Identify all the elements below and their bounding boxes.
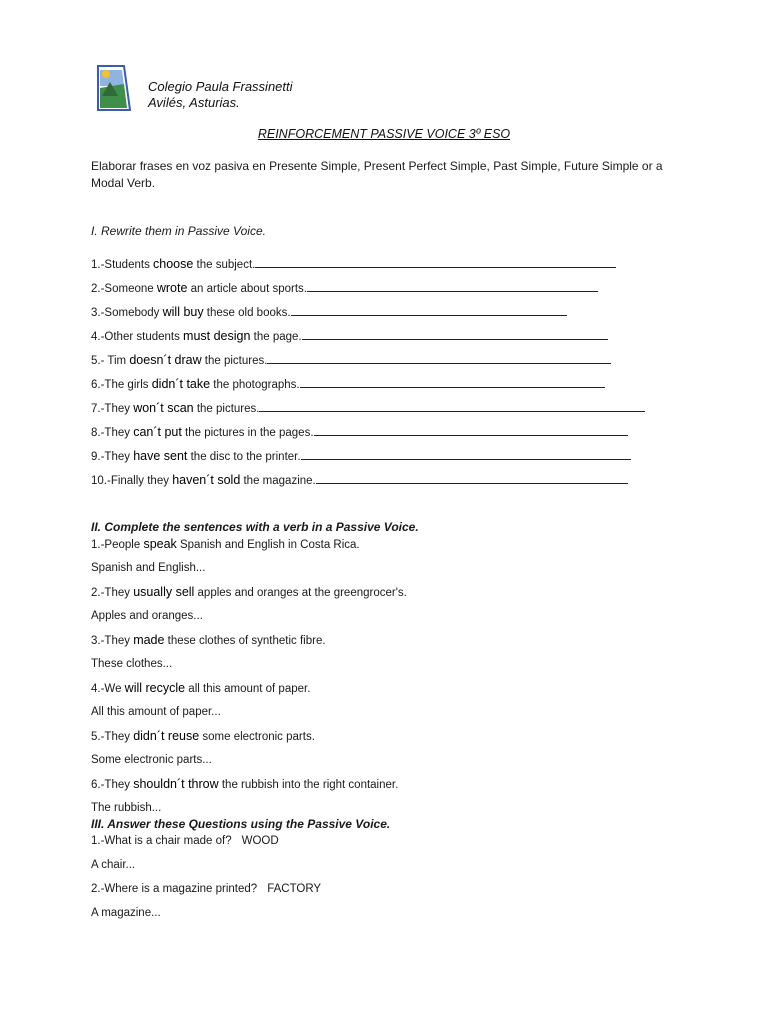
sentence-end: the photographs. — [210, 379, 300, 391]
sentence-start: 6.-The girls — [91, 379, 152, 391]
section-2-heading: II. Complete the sentences with a verb in a Passive Voice. — [91, 520, 419, 534]
answer-blank[interactable] — [255, 256, 616, 268]
exercise-line — [91, 352, 611, 368]
exercise-line — [91, 448, 631, 464]
question: 2.-Where is a magazine printed? — [91, 883, 258, 895]
sentence-end: the disc to the printer. — [187, 451, 301, 463]
verb: speak — [143, 537, 177, 551]
exercise-line — [91, 376, 605, 392]
verb: wrote — [156, 281, 188, 295]
question-line — [91, 881, 321, 897]
answer-blank[interactable] — [301, 448, 631, 460]
exercise-line — [91, 424, 628, 440]
verb: haven´t sold — [172, 473, 241, 487]
exercise-line — [91, 304, 567, 320]
sentence-start: 3.-They — [91, 635, 134, 647]
exercise-line — [91, 776, 398, 792]
verb: didn´t reuse — [133, 729, 200, 743]
exercise-line — [91, 584, 407, 600]
exercise-line — [91, 400, 645, 416]
sentence-start: 1.-People — [91, 539, 144, 551]
school-header — [148, 79, 293, 111]
answer-prompt[interactable]: These clothes... — [91, 658, 173, 670]
exercise-line — [91, 472, 628, 488]
verb: have sent — [133, 449, 188, 463]
verb: usually sell — [133, 585, 195, 599]
verb: must design — [183, 329, 251, 343]
school-name: Colegio Paula Frassinetti — [148, 79, 293, 94]
answer-prompt[interactable]: A magazine... — [91, 907, 161, 919]
verb: shouldn´t throw — [133, 777, 219, 791]
sentence-end: the subject. — [193, 259, 256, 271]
sentence-end: some electronic parts. — [199, 731, 315, 743]
sentence-end: the pictures. — [201, 355, 268, 367]
verb: can´t put — [133, 425, 182, 439]
section-1-heading: I. Rewrite them in Passive Voice. — [91, 224, 266, 238]
exercise-line — [91, 536, 360, 552]
section-3-heading: III. Answer these Questions using the Passive Voice. — [91, 817, 391, 831]
question-line — [91, 833, 279, 849]
verb: made — [133, 633, 165, 647]
answer-prompt[interactable]: Some electronic parts... — [91, 754, 212, 766]
school-location: Avilés, Asturias. — [148, 95, 240, 110]
exercise-line — [91, 728, 315, 744]
exercise-line — [91, 256, 616, 272]
sentence-end: Spanish and English in Costa Rica. — [176, 539, 360, 551]
page-title: REINFORCEMENT PASSIVE VOICE 3º ESO — [257, 127, 511, 141]
exercise-line — [91, 632, 326, 648]
sentence-start: 2.-Someone — [91, 283, 157, 295]
verb: will buy — [162, 305, 204, 319]
sentence-start: 7.-They — [91, 403, 134, 415]
answer-blank[interactable] — [267, 352, 611, 364]
exercise-line — [91, 280, 598, 296]
sentence-start: 8.-They — [91, 427, 134, 439]
answer-blank[interactable] — [307, 280, 598, 292]
school-logo-icon — [94, 62, 132, 114]
answer-blank[interactable] — [302, 328, 608, 340]
answer-blank[interactable] — [314, 424, 628, 436]
sentence-start: 4.-We — [91, 683, 125, 695]
sentence-start: 6.-They — [91, 779, 134, 791]
verb: choose — [153, 257, 194, 271]
answer-prompt[interactable]: All this amount of paper... — [91, 706, 221, 718]
sentence-end: the pictures. — [193, 403, 260, 415]
answer-prompt[interactable]: Apples and oranges... — [91, 610, 203, 622]
answer-blank[interactable] — [316, 472, 628, 484]
verb: doesn´t draw — [129, 353, 202, 367]
sentence-start: 5.- Tim — [91, 355, 130, 367]
sentence-start: 10.-Finally they — [91, 475, 173, 487]
exercise-line — [91, 680, 310, 696]
instructions: Elaborar frases en voz pasiva en Presente Simple, Present Perfect Simple, Past Simple, Future Simple or a Modal Verb. — [91, 159, 663, 190]
sentence-start: 4.-Other students — [91, 331, 184, 343]
sentence-start: 3.-Somebody — [91, 307, 163, 319]
sentence-start: 1.-Students — [91, 259, 154, 271]
sentence-end: the pictures in the pages. — [181, 427, 314, 439]
sentence-end: the page. — [250, 331, 302, 343]
sentence-end: the magazine. — [240, 475, 316, 487]
sentence-start: 5.-They — [91, 731, 134, 743]
sentence-end: apples and oranges at the greengrocer's. — [194, 587, 407, 599]
verb: won´t scan — [133, 401, 194, 415]
answer-blank[interactable] — [300, 376, 605, 388]
sentence-end: these old books. — [203, 307, 291, 319]
hint: FACTORY — [267, 883, 322, 895]
answer-prompt[interactable]: A chair... — [91, 859, 136, 871]
answer-prompt[interactable]: Spanish and English... — [91, 562, 206, 574]
answer-prompt[interactable]: The rubbish... — [91, 802, 162, 814]
verb: will recycle — [124, 681, 186, 695]
answer-blank[interactable] — [291, 304, 567, 316]
sentence-end: all this amount of paper. — [185, 683, 311, 695]
hint: WOOD — [241, 835, 279, 847]
question: 1.-What is a chair made of? — [91, 835, 232, 847]
sentence-end: these clothes of synthetic fibre. — [164, 635, 326, 647]
verb: didn´t take — [151, 377, 211, 391]
exercise-line — [91, 328, 608, 344]
sentence-start: 9.-They — [91, 451, 134, 463]
sentence-end: an article about sports. — [187, 283, 307, 295]
sentence-end: the rubbish into the right container. — [218, 779, 399, 791]
answer-blank[interactable] — [259, 400, 645, 412]
sentence-start: 2.-They — [91, 587, 134, 599]
